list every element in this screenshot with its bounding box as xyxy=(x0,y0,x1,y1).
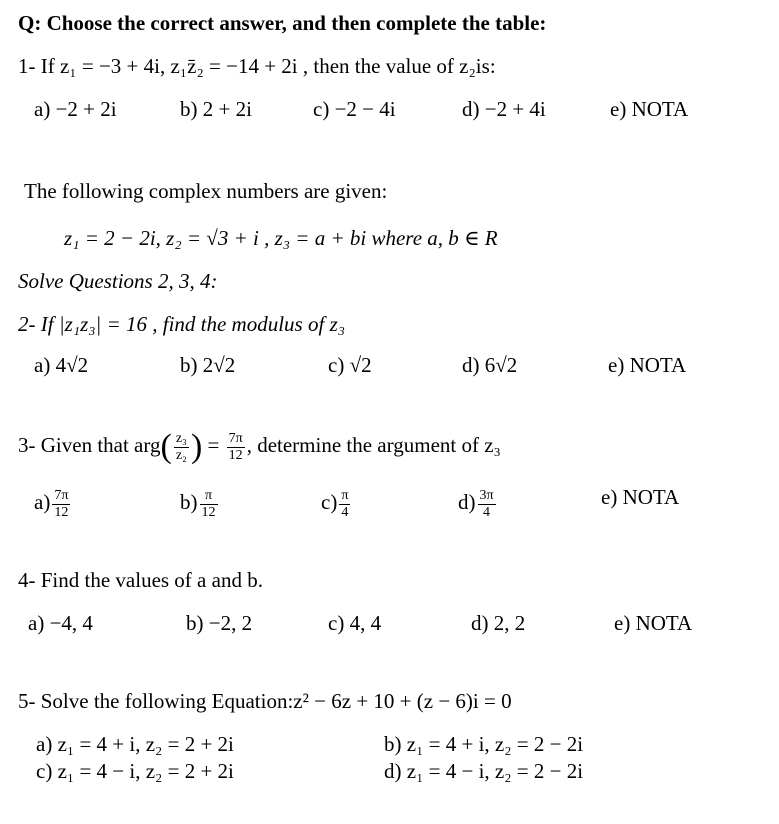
solve-instruction: Solve Questions 2, 3, 4: xyxy=(18,269,218,293)
q3-option-a-den: 12 xyxy=(54,504,69,520)
q3-option-c-label: c) xyxy=(321,490,338,514)
paren-close: ) xyxy=(190,428,203,466)
given-intro: The following complex numbers are given: xyxy=(24,179,388,203)
q1-option-d[interactable]: d) −2 + 4i xyxy=(462,97,546,121)
q4-option-c[interactable]: c) 4, 4 xyxy=(328,611,382,635)
question-3-stem xyxy=(18,425,501,465)
q3-equals: = xyxy=(207,433,220,457)
q4-option-b[interactable]: b) −2, 2 xyxy=(186,611,253,635)
q3-prefix: 3- Given that arg xyxy=(18,433,161,457)
q3-value-num: 7π xyxy=(228,430,243,446)
q3-option-a-num: 7π xyxy=(54,487,69,503)
q3-frac-num: z₃ xyxy=(175,430,187,446)
q3-arg-fraction xyxy=(174,431,189,464)
q1-option-c[interactable]: c) −2 − 4i xyxy=(313,97,396,121)
q3-option-b-num: π xyxy=(200,488,218,505)
q3-option-c-den: 4 xyxy=(341,504,349,520)
q1-option-e[interactable]: e) NOTA xyxy=(610,97,689,121)
q3-option-b[interactable] xyxy=(180,484,220,521)
q3-option-d-num: 3π xyxy=(479,487,494,503)
q3-option-c[interactable] xyxy=(321,484,352,521)
q3-option-a[interactable] xyxy=(34,484,72,521)
q3-option-d-den: 4 xyxy=(483,504,491,520)
q3-value-fraction xyxy=(227,431,245,464)
q5-option-b[interactable]: b) z₁ = 4 + i, z₂ = 2 − 2i xyxy=(384,732,584,756)
q3-option-d-label: d) xyxy=(458,490,476,514)
q4-option-d[interactable]: d) 2, 2 xyxy=(471,611,526,635)
q4-option-e[interactable]: e) NOTA xyxy=(614,611,693,635)
q2-option-c[interactable]: c) √2 xyxy=(328,353,372,377)
q3-option-b-den: 12 xyxy=(201,504,216,520)
q3-suffix: , determine the argument of z₃ xyxy=(246,433,501,457)
q2-option-e[interactable]: e) NOTA xyxy=(608,353,687,377)
q1-option-a[interactable]: a) −2 + 2i xyxy=(34,97,117,121)
q5-option-d[interactable]: d) z₁ = 4 − i, z₂ = 2 − 2i xyxy=(384,759,584,783)
q4-option-a[interactable]: a) −4, 4 xyxy=(28,611,93,635)
q5-option-a[interactable]: a) z₁ = 4 + i, z₂ = 2 + 2i xyxy=(36,732,234,756)
q3-option-e[interactable]: e) NOTA xyxy=(601,485,680,509)
given-numbers: z₁ = 2 − 2i, z₂ = √3 + i , z₃ = a + bi where a, b ∈ R xyxy=(64,226,498,250)
question-4-stem: 4- Find the values of a and b. xyxy=(18,568,263,592)
q3-value-den: 12 xyxy=(228,447,243,463)
question-1-stem: 1- If z₁ = −3 + 4i, z₁z̄₂ = −14 + 2i , then the value of z₂is: xyxy=(18,54,496,78)
q3-option-b-label: b) xyxy=(180,490,198,514)
q1-option-b[interactable]: b) 2 + 2i xyxy=(180,97,252,121)
q3-option-c-num: π xyxy=(341,487,349,503)
paren-open: ( xyxy=(160,428,172,466)
question-5-stem: 5- Solve the following Equation:z² − 6z + 10 + (z − 6)i = 0 xyxy=(18,689,512,713)
q2-option-b[interactable]: b) 2√2 xyxy=(180,353,236,377)
question-2-stem: 2- If |z₁z₃| = 16 , find the modulus of z₃ xyxy=(18,312,346,336)
page-title: Q: Choose the correct answer, and then complete the table: xyxy=(18,11,547,35)
q2-option-a[interactable]: a) 4√2 xyxy=(34,353,89,377)
q3-option-d[interactable] xyxy=(458,484,498,521)
q2-option-d[interactable]: d) 6√2 xyxy=(462,353,518,377)
q3-frac-den: z₂ xyxy=(175,447,187,463)
q3-option-a-label: a) xyxy=(34,490,51,514)
q5-option-c[interactable]: c) z₁ = 4 − i, z₂ = 2 + 2i xyxy=(36,759,234,783)
